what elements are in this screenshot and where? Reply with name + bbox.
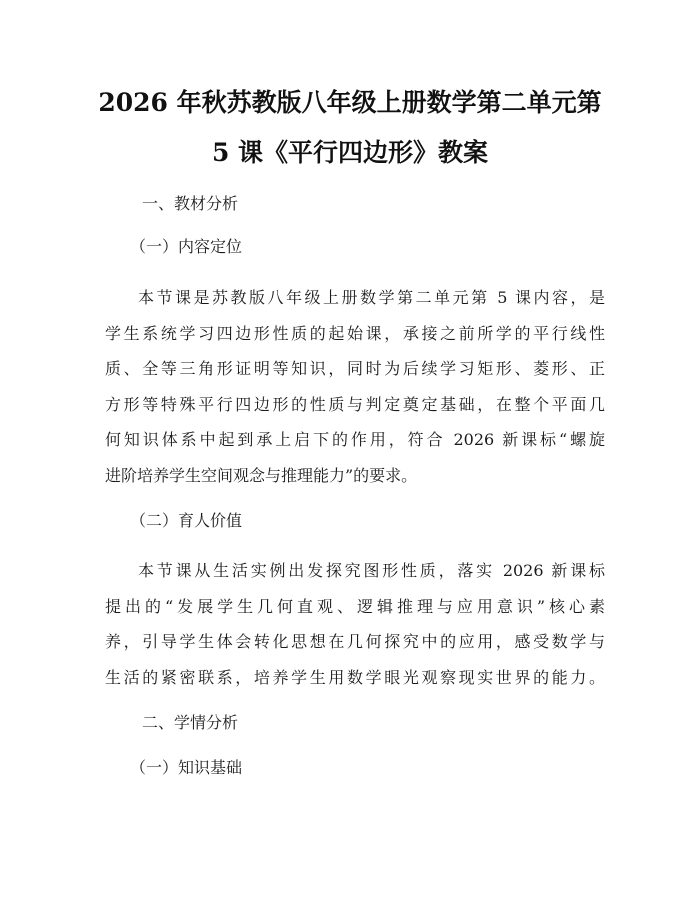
paragraph-line: 何知识体系中起到承上启下的作用，符合 2026 新课标“螺旋 <box>105 430 605 449</box>
subsection-heading-educational-value: （二）育人价值 <box>130 511 243 530</box>
paragraph-content-positioning <box>105 280 605 493</box>
subsection-heading-knowledge-base: （一）知识基础 <box>130 758 243 777</box>
section-heading-learner-analysis: 二、学情分析 <box>142 713 239 732</box>
paragraph-line: 提出的“发展学生几何直观、逻辑推理与应用意识”核心素 <box>105 596 605 616</box>
paragraph-line: 本节课从生活实例出发探究图形性质，落实 2026 新课标 <box>138 561 605 580</box>
document-title <box>90 78 610 178</box>
title-line-1: 2026 年秋苏教版八年级上册数学第二单元第 <box>98 88 602 117</box>
paragraph-line: 养，引导学生体会转化思想在几何探究中的应用，感受数学与 <box>105 632 605 651</box>
paragraph-line: 生活的紧密联系，培养学生用数学眼光观察现实世界的能力。 <box>105 667 605 687</box>
paragraph-line: 本节课是苏教版八年级上册数学第二单元第 5 课内容，是 <box>138 288 605 307</box>
paragraph-line: 方形等特殊平行四边形的性质与判定奠定基础，在整个平面几 <box>105 394 605 414</box>
section-heading-textbook-analysis: 一、教材分析 <box>142 194 239 213</box>
paragraph-line: 质、全等三角形证明等知识，同时为后续学习矩形、菱形、正 <box>105 359 605 378</box>
subsection-heading-content-positioning: （一）内容定位 <box>130 237 243 256</box>
paragraph-educational-value <box>105 553 605 695</box>
paragraph-line: 进阶培养学生空间观念与推理能力”的要求。 <box>105 465 418 485</box>
paragraph-line: 学生系统学习四边形性质的起始课，承接之前所学的平行线性 <box>105 323 605 343</box>
title-line-2: 5 课《平行四边形》教案 <box>211 138 489 167</box>
